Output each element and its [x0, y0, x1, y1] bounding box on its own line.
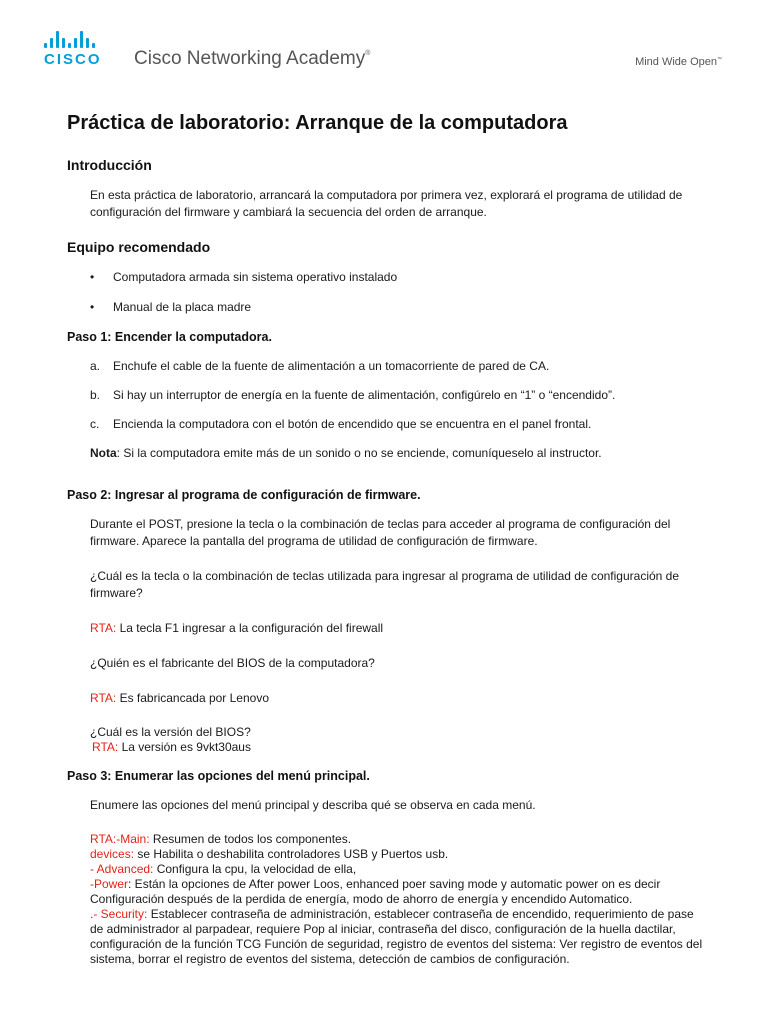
question-3: ¿Cuál es la versión del BIOS?	[90, 725, 251, 739]
step3-intro: Enumere las opciones del menú principal y describa qué se observa en cada menú.	[90, 798, 536, 812]
answer-line: devices: se Habilita o deshabilita controladores USB y Puertos usb.	[90, 847, 449, 861]
list-item: • Computadora armada sin sistema operativo instalado	[90, 269, 707, 286]
cisco-bridge-icon	[44, 30, 102, 48]
cisco-wordmark: CISCO	[44, 51, 102, 68]
answer-3: RTA: La versión es 9vkt30aus	[92, 740, 251, 754]
step3-answers	[90, 832, 707, 967]
intro-heading: Introducción	[67, 157, 152, 173]
step1-list	[90, 358, 707, 433]
question-2: ¿Quién es el fabricante del BIOS de la computadora?	[90, 656, 375, 670]
cisco-logo	[44, 30, 102, 68]
document-body	[67, 112, 707, 967]
answer-1: RTA: La tecla F1 ingresar a la configuración del firewall	[90, 621, 384, 635]
answer-line: -Power: Están la opciones de After power Loos, enhanced poer saving mode y automatic power on es decir Configuración después de la perdida de energía, modo de ahorro de energía y encendido Automatico.	[90, 877, 661, 906]
step3-heading: Paso 3: Enumerar las opciones del menú principal.	[67, 769, 370, 783]
answer-line: RTA:-Main: Resumen de todos los componentes.	[90, 832, 352, 846]
list-item: a. Enchufe el cable de la fuente de alimentación a un tomacorriente de pared de CA.	[90, 359, 550, 373]
answer-2: RTA: Es fabricancada por Lenovo	[90, 691, 269, 705]
equipment-list	[90, 269, 707, 316]
answer-line: .- Security: Establecer contraseña de administración, establecer contraseña de encendido, requerimiento de pase de administrador al parpadear, requiere Pop al iniciar, contraseña del disco, configuración de la huella dactilar, configuración de la función TCG Función de seguridad, registro de eventos del sistema: Ver registro de eventos del sistema, borrar el registro de eventos del sistema, detección de cambios de configuración.	[90, 907, 703, 966]
step2-intro: Durante el POST, presione la tecla o la combinación de teclas para acceder al programa de configuración del firmware. Aparece la pantalla del programa de utilidad de configuración de firmware.	[90, 517, 671, 548]
step1-heading: Paso 1: Encender la computadora.	[67, 330, 272, 344]
list-item: b. Si hay un interruptor de energía en la fuente de alimentación, configúrelo en “1” o “encendido”.	[90, 388, 616, 402]
list-item: • Manual de la placa madre	[90, 299, 707, 316]
answer-line: - Advanced: Configura la cpu, la velocidad de ella,	[90, 862, 357, 876]
list-item: c. Encienda la computadora con el botón de encendido que se encuentra en el panel frontal.	[90, 417, 592, 431]
trademark-mark: ™	[717, 56, 722, 63]
page-header	[0, 0, 768, 90]
equipment-heading: Equipo recomendado	[67, 239, 211, 255]
page-title: Práctica de laboratorio: Arranque de la computadora	[67, 112, 568, 134]
step2-heading: Paso 2: Ingresar al programa de configuración de firmware.	[67, 488, 421, 502]
brand-name: Cisco Networking Academy®	[134, 48, 371, 69]
step1-note: Nota: Si la computadora emite más de un sonido o no se enciende, comuníqueselo al instructor.	[90, 446, 602, 460]
registered-mark: ®	[365, 50, 371, 57]
question-1: ¿Cuál es la tecla o la combinación de teclas utilizada para ingresar al programa de utilidad de configuración de firmware?	[90, 569, 680, 600]
tagline: Mind Wide Open™	[635, 56, 722, 68]
intro-text: En esta práctica de laboratorio, arrancará la computadora por primera vez, explorará el programa de utilidad de configuración del firmware y cambiará la secuencia del orden de arranque.	[90, 188, 683, 219]
